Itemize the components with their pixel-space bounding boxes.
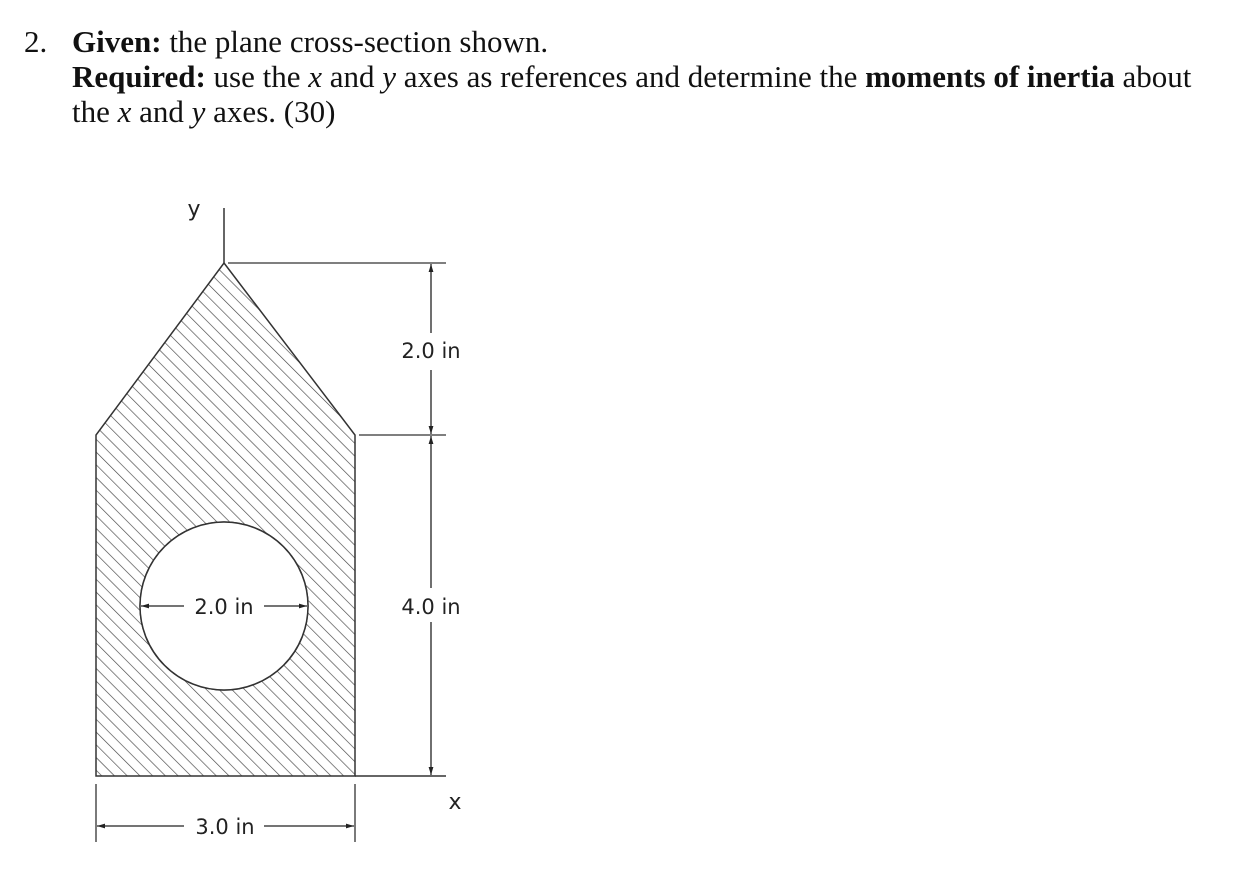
required-text-1: use the: [205, 59, 309, 94]
required-text-3: about: [1114, 59, 1192, 94]
dim-rect-height-label: 4.0 in: [401, 595, 461, 619]
cross-section-shape: [96, 263, 355, 776]
line3-suffix: axes. (30): [205, 94, 336, 129]
and-text-2: and: [131, 94, 192, 129]
dim-width-label: 3.0 in: [195, 815, 255, 839]
var-y: y: [382, 59, 397, 94]
problem-number: 2.: [24, 24, 48, 59]
dim-triangle-height-label: 2.0 in: [401, 339, 461, 363]
line3-prefix: the: [72, 94, 118, 129]
axis-x-label: x: [448, 790, 462, 815]
required-label: Required:: [72, 59, 206, 94]
var-x: x: [308, 59, 322, 94]
axis-y-label: y: [187, 197, 201, 222]
dim-hole-diameter-label: 2.0 in: [194, 595, 254, 619]
given-label: Given:: [72, 24, 162, 59]
emphasis-moments-of-inertia: moments of inertia: [865, 59, 1115, 94]
given-text: the plane cross-section shown.: [161, 24, 549, 59]
and-text: and: [321, 59, 383, 94]
var-y-2: y: [191, 94, 206, 129]
required-text-2: axes as references and determine the: [396, 59, 866, 94]
var-x-2: x: [117, 94, 132, 129]
